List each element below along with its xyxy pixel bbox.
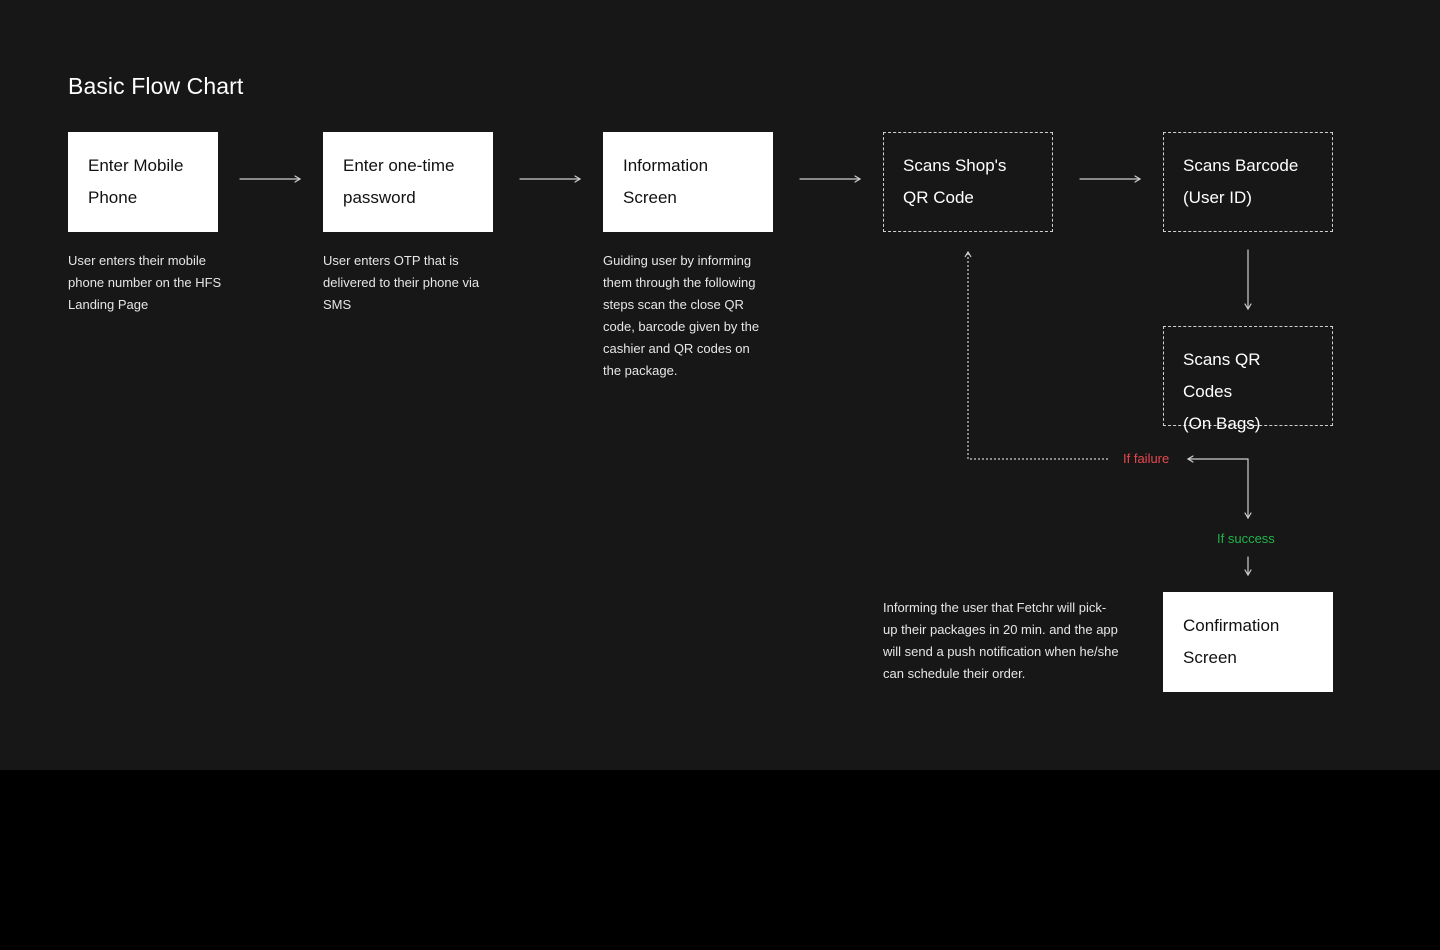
node-label-line: Scans Barcode bbox=[1183, 156, 1299, 175]
page-title: Basic Flow Chart bbox=[68, 73, 244, 99]
description-line: them through the following bbox=[603, 275, 756, 290]
node-label-line: Enter one-time bbox=[343, 156, 455, 175]
node-enter-mobile-phone bbox=[68, 132, 218, 232]
node-scans-barcode bbox=[1163, 132, 1333, 232]
node-label-line: (User ID) bbox=[1183, 188, 1252, 207]
description-line: cashier and QR codes on bbox=[603, 341, 750, 356]
node-label-line: Scans Shop's bbox=[903, 156, 1007, 175]
arrow-right-icon bbox=[800, 176, 860, 182]
failure-loop-connector bbox=[968, 253, 1108, 459]
description-line: up their packages in 20 min. and the app bbox=[883, 622, 1118, 637]
description-enter-otp bbox=[323, 250, 523, 316]
description-line: delivered to their phone via bbox=[323, 275, 480, 290]
description-line: steps scan the close QR bbox=[603, 297, 744, 312]
description-line: SMS bbox=[323, 297, 352, 312]
description-line: User enters OTP that is bbox=[323, 253, 459, 268]
node-label-line: (On Bags) bbox=[1183, 414, 1261, 433]
description-enter-mobile-phone bbox=[68, 250, 268, 316]
node-confirmation-screen bbox=[1163, 592, 1333, 692]
description-line: the package. bbox=[603, 363, 678, 378]
node-label-line: QR Code bbox=[903, 188, 974, 207]
node-scans-bag-qr-codes bbox=[1163, 326, 1333, 433]
description-line: can schedule their order. bbox=[883, 666, 1026, 681]
description-line: phone number on the HFS bbox=[68, 275, 222, 290]
description-line: Landing Page bbox=[68, 297, 149, 312]
arrow-down-icon bbox=[1245, 557, 1251, 575]
node-label-line: password bbox=[343, 188, 416, 207]
node-label-line: Phone bbox=[88, 188, 138, 207]
condition-label-failure: If failure bbox=[1123, 451, 1170, 466]
arrow-up-icon bbox=[965, 252, 971, 257]
branch-connector bbox=[1188, 456, 1251, 518]
node-label-line: Enter Mobile bbox=[88, 156, 184, 175]
arrow-right-icon bbox=[520, 176, 580, 182]
node-label-line: Screen bbox=[623, 188, 677, 207]
condition-label-success: If success bbox=[1217, 531, 1275, 546]
arrow-right-icon bbox=[1080, 176, 1140, 182]
node-information-screen bbox=[603, 132, 773, 232]
description-confirmation-screen bbox=[883, 597, 1153, 685]
node-label-line: Confirmation bbox=[1183, 616, 1280, 635]
description-line: code, barcode given by the bbox=[603, 319, 760, 334]
node-label-line: Screen bbox=[1183, 648, 1237, 667]
description-line: Guiding user by informing bbox=[603, 253, 752, 268]
node-label-line: Information bbox=[623, 156, 709, 175]
node-label-line: Scans QR Codes bbox=[1183, 350, 1261, 401]
node-scans-shop-qr-code bbox=[883, 132, 1053, 232]
arrow-right-icon bbox=[240, 176, 300, 182]
description-line: Informing the user that Fetchr will pick- bbox=[883, 600, 1107, 615]
description-information-screen bbox=[603, 250, 803, 382]
arrow-down-icon bbox=[1245, 250, 1251, 309]
description-line: will send a push notification when he/she bbox=[883, 644, 1119, 659]
node-enter-otp bbox=[323, 132, 493, 232]
description-line: User enters their mobile bbox=[68, 253, 206, 268]
